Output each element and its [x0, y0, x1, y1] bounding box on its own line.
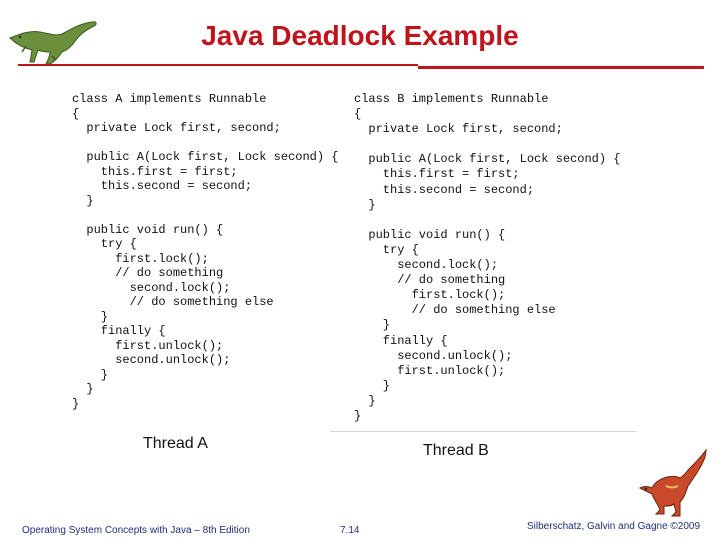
code-line	[354, 213, 620, 228]
code-line: {	[354, 107, 362, 122]
code-line: second.unlock();	[72, 353, 231, 367]
code-line: // do something else	[354, 303, 556, 318]
code-line: // do something	[354, 273, 506, 288]
code-line: public void run() {	[72, 222, 224, 237]
code-line: second.lock();	[72, 280, 231, 295]
code-line	[72, 136, 338, 151]
code-line	[354, 137, 620, 152]
caption-thread-b: Thread B	[423, 442, 489, 459]
code-line: this.second = second;	[72, 179, 253, 193]
footer-copyright: Silberschatz, Galvin and Gagne ©2009	[527, 521, 701, 532]
code-line: this.second = second;	[354, 182, 535, 197]
code-line: }	[354, 197, 376, 212]
code-line: // do something else	[72, 295, 274, 309]
code-line: try {	[354, 242, 419, 257]
code-line: {	[72, 106, 80, 121]
code-line: this.first = first;	[354, 167, 520, 182]
code-line: first.lock();	[72, 251, 209, 266]
code-line: }	[72, 309, 109, 324]
code-line: first.unlock();	[72, 338, 224, 353]
code-line: second.lock();	[354, 258, 499, 273]
code-line: private Lock first, second;	[354, 122, 563, 137]
caption-divider	[330, 431, 637, 432]
slide-title: Java Deadlock Example	[201, 20, 519, 51]
code-line: public A(Lock first, Lock second) {	[354, 152, 621, 167]
code-line: }	[354, 378, 391, 393]
code-line: class B implements Runnable	[354, 92, 549, 106]
title-rule-left	[18, 64, 418, 66]
code-line: }	[72, 396, 80, 411]
code-line: }	[354, 408, 362, 423]
footer-book-title: Operating System Concepts with Java – 8th Edition	[22, 525, 250, 536]
code-line: }	[354, 393, 376, 408]
code-line: }	[354, 318, 391, 333]
code-block-thread-b	[354, 92, 620, 424]
code-line: }	[72, 193, 94, 208]
dinosaur-icon	[636, 446, 710, 518]
code-line: }	[72, 367, 109, 382]
code-line: class A implements Runnable	[72, 92, 267, 106]
title-rule-right	[418, 66, 704, 69]
code-line: public A(Lock first, Lock second) {	[72, 150, 339, 164]
code-line: private Lock first, second;	[72, 121, 281, 135]
caption-thread-a: Thread A	[143, 435, 208, 452]
code-line: try {	[72, 237, 137, 251]
code-line: }	[72, 382, 94, 396]
code-block-thread-a	[72, 92, 338, 411]
code-line: finally {	[354, 333, 448, 348]
code-line: first.unlock();	[354, 363, 506, 378]
code-line: // do something	[72, 266, 224, 280]
code-line: finally {	[72, 324, 166, 338]
code-line: this.first = first;	[72, 164, 238, 179]
footer-page-number: 7.14	[340, 525, 360, 536]
code-line: second.unlock();	[354, 348, 513, 363]
code-line	[72, 208, 338, 223]
code-line: first.lock();	[354, 288, 506, 303]
code-line: public void run() {	[354, 227, 506, 242]
